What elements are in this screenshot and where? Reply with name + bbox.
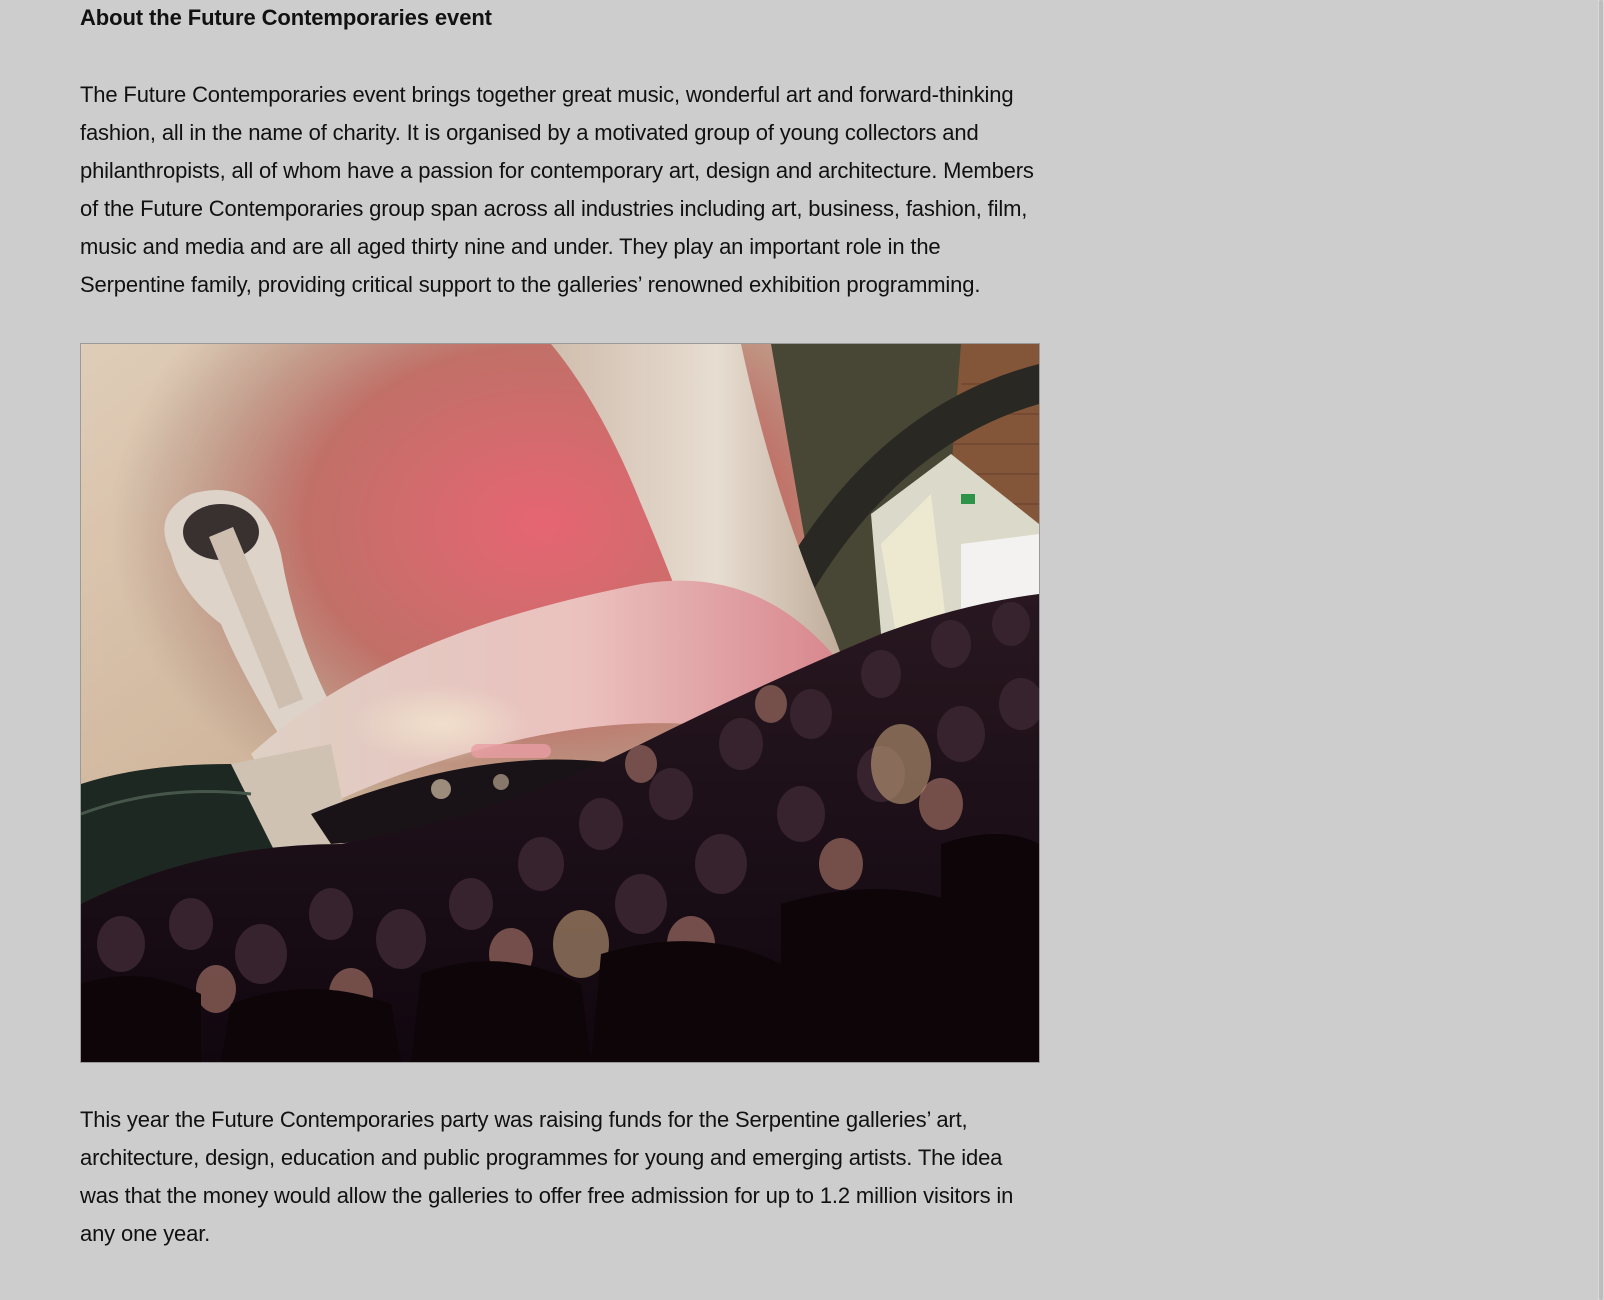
event-photo-illustration [81,344,1039,1062]
article [80,0,1040,1253]
intro-paragraph: The Future Contemporaries event brings together great music, wonderful art and forward-thinking fashion, all in the name of charity. It is organised by a motivated group of young collectors and philanthropists, all of whom have a passion for contemporary art, design and architecture. Members of the Future Contemporaries group span across all industries including art, business, fashion, film, music and media and are all aged thirty nine and under. They play an important role in the Serpentine family, providing critical support to the galleries’ renowned exhibition programming. [80,82,1034,297]
scrollbar-thumb[interactable] [1599,0,1603,1300]
event-photo [80,343,1040,1063]
fundraising-paragraph: This year the Future Contemporaries party was raising funds for the Serpentine galleries’ art, architecture, design, education and public programmes for young and emerging artists. The idea was that the money would allow the galleries to offer free admission for up to 1.2 million visitors in any one year. [80,1107,1014,1246]
vertical-scrollbar[interactable] [1598,0,1604,1300]
section-heading: About the Future Contemporaries event [80,5,492,30]
